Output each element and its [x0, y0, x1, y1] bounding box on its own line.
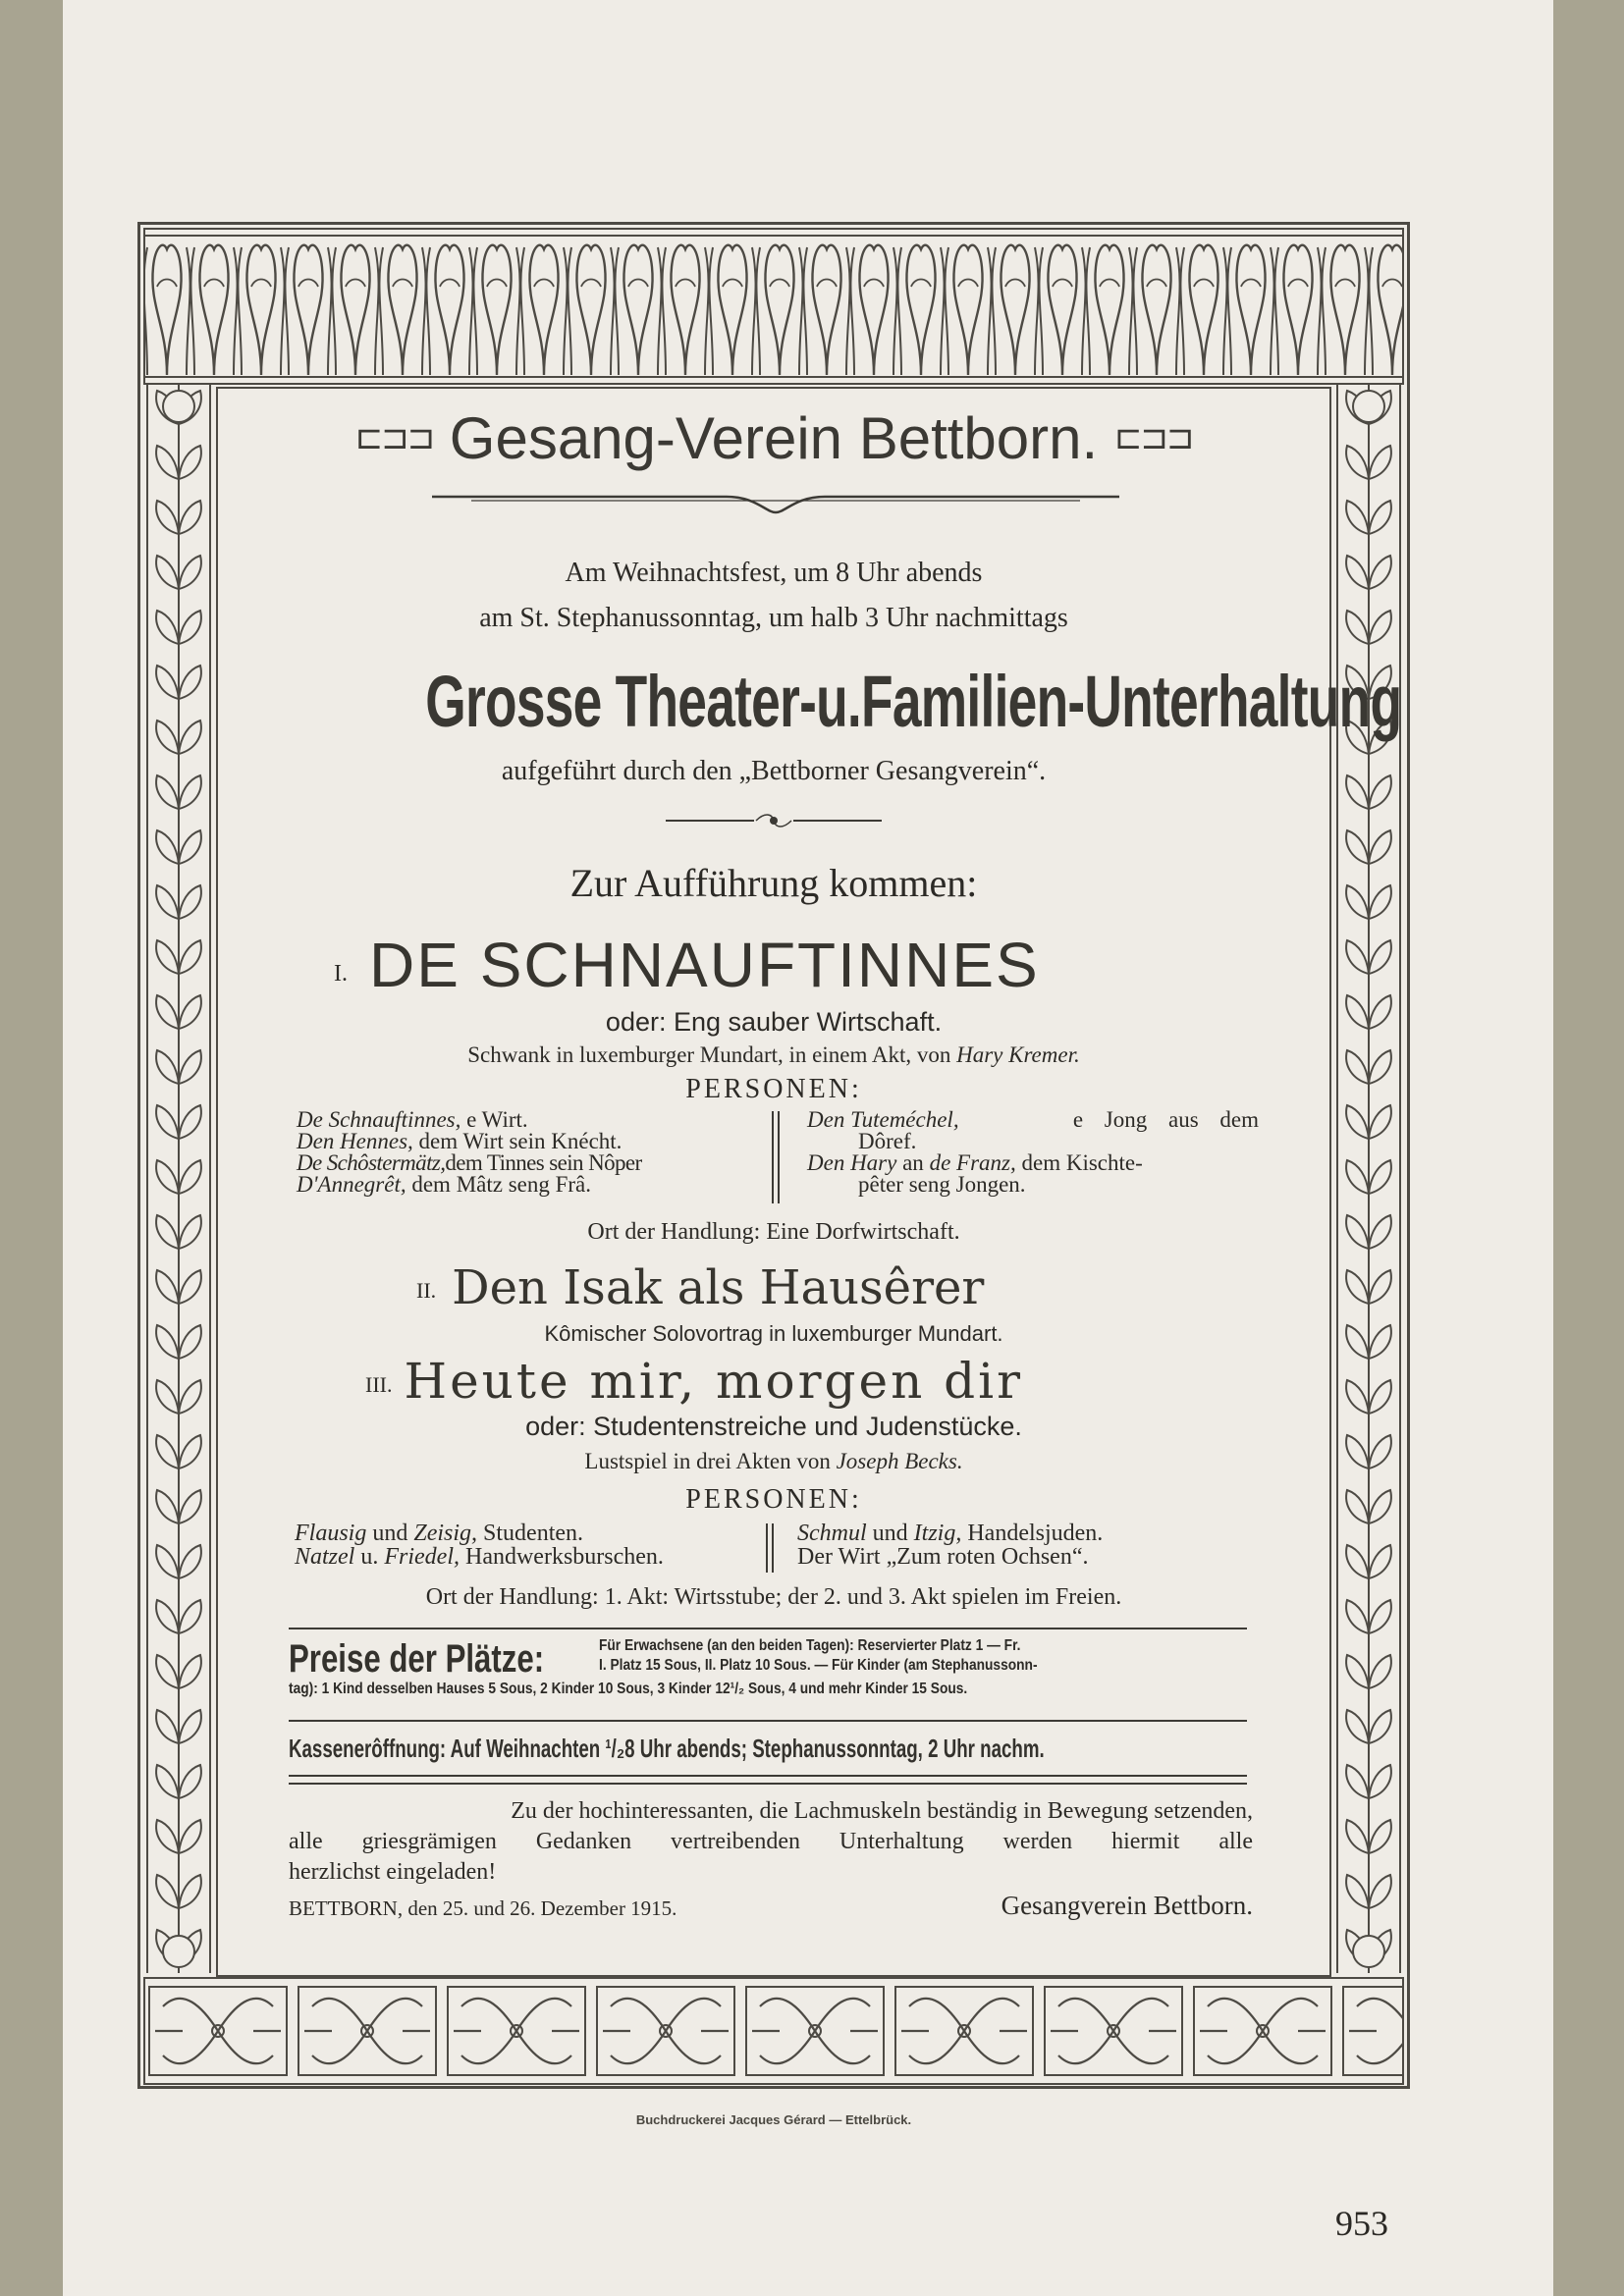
prices-line-1: Für Erwachsene (an den beiden Tagen): Reservierter Platz 1 — Fr.	[599, 1637, 1021, 1654]
small-divider	[666, 811, 882, 830]
club-name: Gesang-Verein Bettborn.	[449, 405, 1099, 471]
person-row	[295, 1545, 756, 1569]
play-3-title-row	[365, 1353, 1308, 1410]
person-row	[297, 1174, 758, 1196]
play-1-persons-left	[297, 1109, 758, 1196]
person-role: Studenten.	[483, 1521, 584, 1546]
person-name: D'Annegrêt,	[297, 1172, 406, 1197]
play-1-author: Hary Kremer.	[956, 1042, 1080, 1067]
play-1-title: DE SCHNAUFTINNES	[369, 930, 1040, 1000]
main-title-wrap	[236, 660, 1402, 743]
title-divider-swash	[432, 483, 1119, 522]
invitation-line-1: Zu der hochinteressanten, die Lachmuskeln beständig in Bewegung setzenden,	[511, 1798, 1253, 1824]
right-vine-border	[1333, 385, 1404, 1973]
person-row	[797, 1545, 1259, 1569]
person-name: Zeisig,	[413, 1521, 478, 1546]
signature: Gesangverein Bettborn.	[1001, 1891, 1253, 1920]
person-name: Natzel	[295, 1544, 355, 1570]
box-office-line: Kassenerôffnung: Auf Weihnachten ¹/₂8 Uhr abends; Stephanussonntag, 2 Uhr nachm.	[289, 1734, 1045, 1763]
person-role: e Jong aus dem	[1072, 1107, 1259, 1132]
main-title: Grosse Theater-u.Familien-Unterhaltung	[425, 661, 1402, 742]
person-role: dem Kischte-	[1021, 1150, 1143, 1175]
program-heading: Zur Aufführung kommen:	[569, 861, 978, 905]
person-row	[807, 1109, 1259, 1131]
printer-credit: Buchdruckerei Jacques Gérard — Ettelbrück.	[635, 2112, 912, 2127]
play-1-numeral: I.	[334, 961, 348, 987]
play-1-persons-heading: PERSONEN:	[685, 1074, 862, 1104]
person-connector: und	[872, 1521, 908, 1546]
person-connector: und	[372, 1521, 408, 1546]
prices-line-3: tag): 1 Kind desselben Hauses 5 Sous, 2 Kinder 10 Sous, 3 Kinder 12¹/₂ Sous, 4 und mehr Kinder 15 Sous.	[289, 1681, 968, 1697]
person-row	[807, 1131, 1259, 1152]
play-2-title: Den Isak als Hausêrer	[452, 1260, 985, 1315]
column-divider	[772, 1111, 774, 1203]
play-3-persons-left	[295, 1522, 756, 1569]
play-3-title: Heute mir, morgen dir	[404, 1353, 1024, 1410]
person-role: Handelsjuden.	[967, 1521, 1104, 1546]
invitation-line-2: alle griesgrämigen Gedanken vertreibenden Unterhaltung werden hiermit alle	[289, 1829, 1253, 1854]
prices-line-2: I. Platz 15 Sous, II. Platz 10 Sous. — Für Kinder (am Stephanussonn-	[599, 1657, 1038, 1674]
play-3-numeral: III.	[365, 1372, 393, 1397]
person-row	[807, 1152, 1259, 1174]
play-3-place: Ort der Handlung: 1. Akt: Wirtsstube; der 2. und 3. Akt spielen im Freien.	[425, 1584, 1122, 1610]
divider-rule	[289, 1628, 1247, 1629]
divider-rule	[289, 1720, 1247, 1722]
person-name: Den Hary	[807, 1150, 897, 1175]
column-divider	[772, 1523, 774, 1573]
top-ornament-frieze	[143, 228, 1404, 385]
person-connector: u.	[360, 1544, 379, 1570]
person-role: e Wirt.	[466, 1107, 528, 1132]
prices-heading: Preise der Plätze:	[289, 1637, 545, 1681]
play-3-author: Joseph Becks.	[836, 1449, 963, 1473]
play-2-title-row	[416, 1260, 1300, 1315]
column-divider	[766, 1523, 768, 1573]
play-1-persons-right	[807, 1109, 1259, 1196]
person-role: Dôref.	[858, 1129, 917, 1153]
play-1-place: Ort der Handlung: Eine Dorfwirtschaft.	[587, 1219, 960, 1245]
person-role: pêter seng Jongen.	[858, 1172, 1026, 1197]
person-name: Den Tuteméchel,	[807, 1107, 959, 1132]
person-name: de Franz,	[929, 1150, 1016, 1175]
person-role: Der Wirt „Zum roten Ochsen“.	[797, 1544, 1089, 1570]
page-number: 953	[1335, 2204, 1388, 2243]
person-row	[297, 1109, 758, 1131]
prices-block	[289, 1633, 1261, 1712]
invitation-block	[289, 1796, 1253, 1888]
play-2-numeral: II.	[416, 1278, 437, 1303]
invitation-line-3: herzlichst eingeladen!	[289, 1859, 497, 1885]
bottom-ornament-frieze	[143, 1977, 1404, 2085]
play-1-title-row	[334, 929, 1276, 1001]
time-line-1: Am Weihnachtsfest, um 8 Uhr abends	[565, 558, 983, 588]
club-title-row	[236, 404, 1312, 472]
play-2-subtitle: Kômischer Solovortrag in luxemburger Mundart.	[544, 1321, 1003, 1346]
person-name: De Schôstermätz,	[297, 1150, 446, 1175]
column-divider	[778, 1111, 780, 1203]
person-name: De Schnauftinnes,	[297, 1107, 461, 1132]
person-role: an	[902, 1150, 924, 1175]
divider-rule	[289, 1775, 1247, 1777]
ornament-left-icon: ⊏⊐⊐	[354, 419, 434, 456]
play-3-subtitle: oder: Studentenstreiche und Judenstücke.	[525, 1412, 1022, 1441]
place-date: BETTBORN, den 25. und 26. Dezember 1915.	[289, 1896, 677, 1920]
play-1-subtitle: oder: Eng sauber Wirtschaft.	[605, 1007, 943, 1037]
time-line-2: am St. Stephanussonntag, um halb 3 Uhr nachmittags	[479, 603, 1068, 633]
person-row	[297, 1152, 758, 1174]
person-role: dem Wirt sein Knécht.	[418, 1129, 623, 1153]
person-name: Itzig,	[913, 1521, 962, 1546]
person-row	[295, 1522, 756, 1545]
person-name: Schmul	[797, 1521, 867, 1546]
play-3-persons-right	[797, 1522, 1259, 1569]
person-name: Den Hennes,	[297, 1129, 413, 1153]
ornament-right-icon: ⊏⊐⊐	[1113, 419, 1193, 456]
divider-rule	[289, 1783, 1247, 1785]
play-3-description-text: Lustspiel in drei Akten von	[584, 1449, 831, 1473]
play-1-description-text: Schwank in luxemburger Mundart, in einem Akt, von	[467, 1042, 951, 1067]
person-row	[807, 1174, 1259, 1196]
play-1-description	[236, 1042, 1312, 1068]
person-role: dem Mâtz seng Frâ.	[411, 1172, 592, 1197]
person-role: dem Tinnes sein Nôper	[445, 1150, 642, 1175]
performed-by: aufgeführt durch den „Bettborner Gesangverein“.	[501, 756, 1047, 786]
play-3-persons-heading: PERSONEN:	[685, 1484, 862, 1515]
left-vine-border	[143, 385, 214, 1973]
person-row	[297, 1131, 758, 1152]
person-row	[797, 1522, 1259, 1545]
person-role: Handwerksburschen.	[464, 1544, 664, 1570]
play-3-description	[236, 1449, 1312, 1474]
person-name: Friedel,	[384, 1544, 460, 1570]
person-name: Flausig	[295, 1521, 367, 1546]
